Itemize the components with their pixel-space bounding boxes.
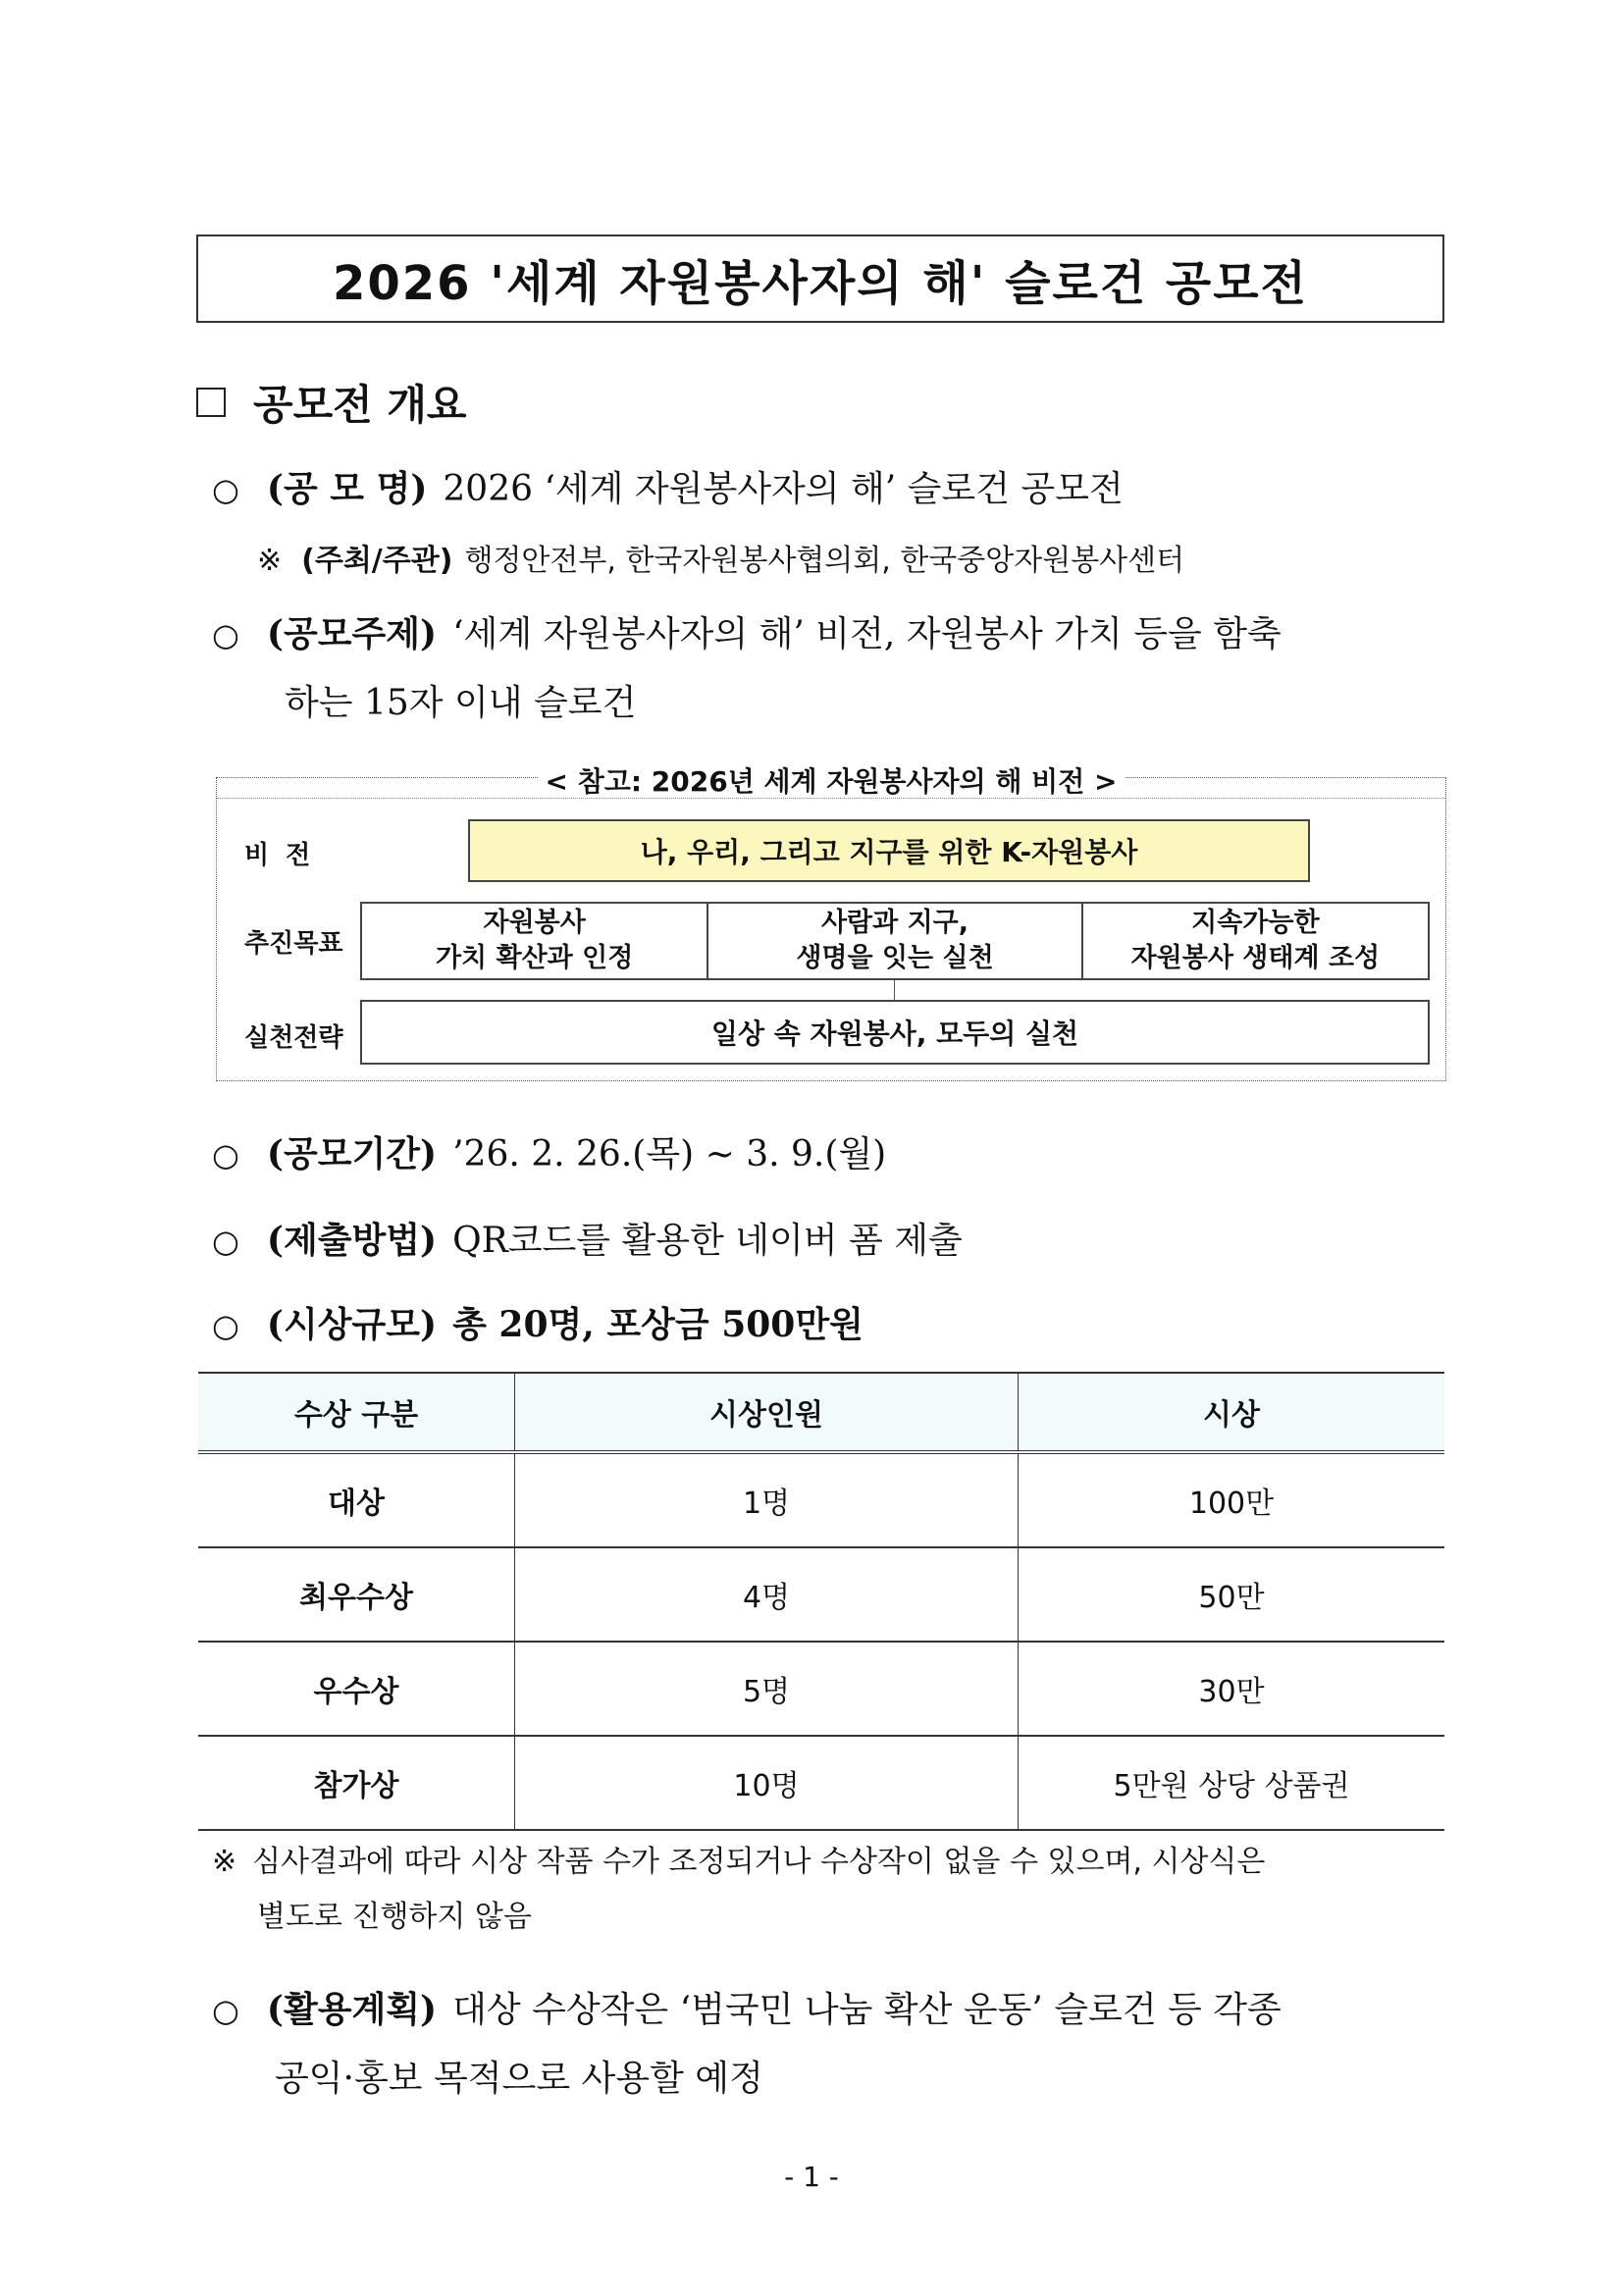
vision-reference-box (216, 765, 1446, 1081)
table-row (198, 1642, 1444, 1736)
circle-bullet-icon: ○ (212, 1223, 239, 1260)
goal-cell: 지속가능한 자원봉사 생태계 조성 (1081, 904, 1428, 978)
award-prize: 100만 (1019, 1452, 1445, 1547)
goal-cell: 자원봉사 가치 확산과 인정 (435, 908, 634, 973)
item-label: (공모주제) (266, 613, 438, 654)
goals-row (360, 902, 1430, 980)
connector-line (894, 980, 895, 1002)
strategy-statement: 일상 속 자원봉사, 모두의 실천 (360, 1000, 1430, 1065)
page-title: 2026 '세계 자원봉사자의 해' 슬로건 공모전 (196, 235, 1444, 323)
column-header: 수상 구분 (198, 1373, 515, 1452)
circle-bullet-icon: ○ (212, 1307, 239, 1344)
award-category: 우수상 (198, 1642, 515, 1736)
vision-statement: 나, 우리, 그리고 지구를 위한 K-자원봉사 (468, 819, 1310, 882)
vision-label: 비 전 (244, 841, 315, 870)
section-heading (196, 373, 466, 432)
reference-caption: < 참고: 2026년 세계 자원봉사자의 해 비전 > (217, 760, 1445, 800)
award-prize: 30만 (1019, 1642, 1445, 1736)
award-count: 5명 (515, 1642, 1019, 1736)
circle-bullet-icon: ○ (212, 471, 239, 508)
table-row (198, 1736, 1444, 1830)
section-heading-text: 공모전 개요 (253, 381, 467, 429)
table-row (198, 1452, 1444, 1547)
table-row (198, 1547, 1444, 1642)
goals-label: 추진목표 (244, 929, 343, 959)
footnote-text-continuation: 별도로 진행하지 않음 (257, 1900, 532, 1934)
table-header-row (198, 1373, 1444, 1452)
award-count: 4명 (515, 1547, 1019, 1642)
item-text: 2026 ‘세계 자원봉사자의 해’ 슬로건 공모전 (443, 469, 1124, 509)
award-prize: 5만원 상당 상품권 (1019, 1736, 1445, 1830)
column-header: 시상 (1019, 1373, 1445, 1452)
page-number: - 1 - (784, 2161, 839, 2193)
item-label: (공 모 명) (266, 468, 428, 509)
award-prize: 50만 (1019, 1547, 1445, 1642)
footnote-text: 심사결과에 따라 시상 작품 수가 조정되거나 수상작이 없을 수 있으며, 시상식은 (252, 1845, 1266, 1879)
item-label: (시상규모) (266, 1304, 438, 1345)
item-text: 총 20명, 포상금 500만원 (452, 1304, 864, 1345)
item-label: (공모기간) (266, 1133, 438, 1174)
circle-bullet-icon: ○ (212, 1136, 239, 1174)
table-footnote (212, 1835, 1448, 1945)
goal-cell: 사람과 지구, 생명을 잇는 실천 (707, 904, 1080, 978)
circle-bullet-icon: ○ (212, 1992, 239, 2029)
strategy-label: 실천전략 (244, 1023, 343, 1053)
award-table (198, 1372, 1444, 1831)
item-text: ‘세계 자원봉사자의 해’ 비전, 자원봉사 가치 등을 함축 (452, 614, 1282, 654)
item-label: (활용계획) (266, 1989, 438, 2030)
item-submission-method (212, 1213, 963, 1263)
divider (217, 798, 1445, 799)
item-text: QR코드를 활용한 네이버 폼 제출 (452, 1221, 963, 1261)
award-count: 10명 (515, 1736, 1019, 1830)
award-category: 대상 (198, 1452, 515, 1547)
item-contest-theme (212, 606, 1282, 656)
item-award-scale (212, 1297, 864, 1347)
award-category: 참가상 (198, 1736, 515, 1830)
item-label: (제출방법) (266, 1220, 438, 1261)
column-header: 시상인원 (515, 1373, 1019, 1452)
item-contest-name (212, 461, 1124, 511)
circle-bullet-icon: ○ (212, 616, 239, 653)
item-contest-period (212, 1126, 886, 1176)
host-note (257, 536, 1184, 579)
award-count: 1명 (515, 1452, 1019, 1547)
reference-mark-icon: ※ (212, 1845, 237, 1879)
note-text: 행정안전부, 한국자원봉사협의회, 한국중앙자원봉사센터 (464, 544, 1185, 578)
note-label: (주최/주관) (301, 544, 453, 578)
item-usage-plan (212, 1982, 1282, 2032)
item-text-continuation: 하는 15자 이내 슬로건 (285, 683, 637, 723)
reference-mark-icon: ※ (257, 544, 283, 578)
item-text-continuation: 공익·홍보 목적으로 사용할 예정 (275, 2059, 763, 2099)
item-text: 대상 수상작은 ‘범국민 나눔 확산 운동’ 슬로건 등 각종 (452, 1990, 1282, 2030)
square-bullet-icon (196, 388, 226, 417)
award-category: 최우수상 (198, 1547, 515, 1642)
item-text: ’26. 2. 26.(목) ~ 3. 9.(월) (452, 1134, 887, 1174)
